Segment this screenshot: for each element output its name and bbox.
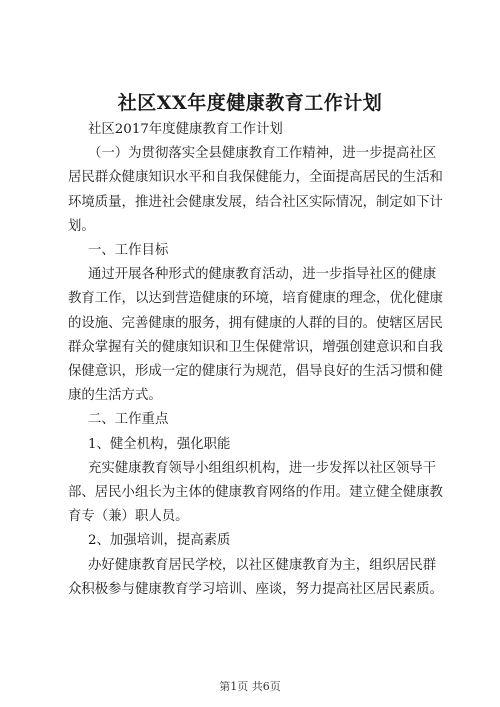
subsection-heading: 2、加强培训，提高素质 bbox=[88, 533, 231, 549]
body-line: 办好健康教育居民学校，以社区健康教育为主，组织居民群 bbox=[88, 557, 437, 573]
body-line: 育专（兼）职人员。 bbox=[68, 509, 189, 525]
body-line: 环境质量，推进社会健康发展，结合社区实际情况，制定如下计 bbox=[68, 194, 443, 210]
section-heading: 二、工作重点 bbox=[88, 412, 169, 428]
body-line: 部、居民小组长为主体的健康教育网络的作用。建立健全健康教 bbox=[68, 485, 443, 501]
body-line: （一）为贯彻落实全县健康教育工作精神，进一步提高社区 bbox=[88, 146, 437, 162]
body-line: 划。 bbox=[68, 218, 95, 234]
section-heading: 一、工作目标 bbox=[88, 243, 169, 259]
subsection-heading: 1、健全机构，强化职能 bbox=[88, 436, 231, 452]
body-line: 通过开展各种形式的健康教育活动，进一步指导社区的健康 bbox=[88, 267, 437, 283]
body-line: 居民群众健康知识水平和自我保健能力，全面提高居民的生活和 bbox=[68, 170, 443, 186]
body-line: 教育工作，以达到营造健康的环境，培育健康的理念，优化健康 bbox=[68, 291, 443, 307]
body-line: 充实健康教育领导小组组织机构，进一步发挥以社区领导干 bbox=[88, 460, 437, 476]
body-line: 康的生活方式。 bbox=[68, 388, 162, 404]
body-line: 社区2017年度健康教育工作计划 bbox=[88, 122, 283, 137]
body-line: 群众掌握有关的健康知识和卫生保健常识，增强创建意识和自我 bbox=[68, 339, 443, 355]
body-line: 众积极参与健康教育学习培训、座谈，努力提高社区居民素质。 bbox=[68, 581, 443, 597]
page-footer: 第1页 共6页 bbox=[219, 680, 281, 693]
document-title: 社区XX年度健康教育工作计划 bbox=[117, 92, 383, 114]
body-line: 保健意识，形成一定的健康行为规范，倡导良好的生活习惯和健 bbox=[68, 364, 443, 380]
body-line: 的设施、完善健康的服务，拥有健康的人群的目的。使辖区居民 bbox=[68, 315, 443, 331]
document-body bbox=[68, 118, 444, 602]
